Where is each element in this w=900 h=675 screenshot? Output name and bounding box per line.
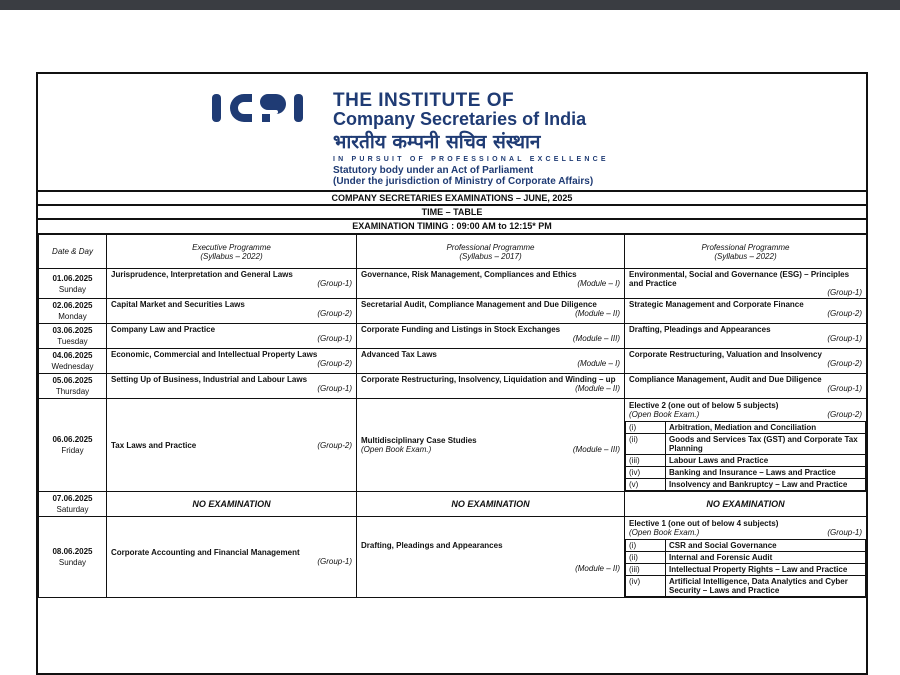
col-exec-header: Executive Programme (Syllabus – 2022) [107,235,357,269]
list-item: (ii) Internal and Forensic Audit [626,552,866,564]
list-item: (i) Arbitration, Mediation and Conciliation [626,422,866,434]
prof2022-elective1-cell [625,517,867,598]
list-item: (iii) Intellectual Property Rights – Law and Practice [626,564,866,576]
window-top-bar [0,0,900,10]
exec-cell: Capital Market and Securities Laws (Group-2) [107,299,357,324]
prof2017-cell: Corporate Restructuring, Insolvency, Liquidation and Winding – up (Module – II) [357,374,625,399]
institute-name-block [333,92,609,187]
row-date: 02.06.2025 Monday [39,299,107,324]
prof2017-cell: Drafting, Pleadings and Appearances (Module – II) [357,517,625,598]
no-exam-cell: NO EXAMINATION [107,492,357,517]
table-row [39,324,867,349]
exec-cell: Corporate Accounting and Financial Management (Group-1) [107,517,357,598]
elective2-list [625,421,866,491]
institute-title-line1: THE INSTITUTE OF [333,90,515,111]
elective1-heading: Elective 1 (one out of below 4 subjects) (Open Book Exam.) (Group-1) [629,519,862,537]
prof2022-cell: Corporate Restructuring, Valuation and Insolvency (Group-2) [625,349,867,374]
timetable [38,234,867,598]
elective2-heading: Elective 2 (one out of below 5 subjects) (Open Book Exam.) (Group-2) [629,401,862,419]
exam-timing: EXAMINATION TIMING : 09:00 AM to 12:15* PM [38,220,866,234]
list-item: (ii) Goods and Services Tax (GST) and Corporate Tax Planning [626,434,866,455]
list-item: (v) Insolvency and Bankruptcy – Law and Practice [626,479,866,491]
no-exam-cell: NO EXAMINATION [625,492,867,517]
table-row [39,269,867,299]
list-item: (iii) Labour Laws and Practice [626,455,866,467]
row-date: 03.06.2025 Tuesday [39,324,107,349]
row-date: 01.06.2025 Sunday [39,269,107,299]
exec-cell: Economic, Commercial and Intellectual Property Laws (Group-2) [107,349,357,374]
elective1-list [625,539,866,597]
prof2017-cell: Multidisciplinary Case Studies (Open Book Exam.) (Module – III) [357,399,625,492]
prof2017-cell: Corporate Funding and Listings in Stock Exchanges (Module – III) [357,324,625,349]
institute-motto: IN PURSUIT OF PROFESSIONAL EXCELLENCE [333,156,609,163]
list-item: (iv) Banking and Insurance – Laws and Practice [626,467,866,479]
col-date-header: Date & Day [39,235,107,269]
table-header-row [39,235,867,269]
table-row [39,492,867,517]
exam-title: COMPANY SECRETARIES EXAMINATIONS – JUNE, 2025 [38,192,866,206]
exec-cell: Tax Laws and Practice (Group-2) [107,399,357,492]
timetable-document [36,72,868,675]
table-row [39,399,867,492]
list-item: (i) CSR and Social Governance [626,540,866,552]
table-row [39,299,867,324]
prof2017-cell: Advanced Tax Laws (Module – I) [357,349,625,374]
prof2022-cell: Compliance Management, Audit and Due Diligence (Group-1) [625,374,867,399]
prof2022-cell: Environmental, Social and Governance (ESG) – Principles and Practice (Group-1) [625,269,867,299]
jurisdiction-line: (Under the jurisdiction of Ministry of Corporate Affairs) [333,176,594,187]
prof2017-cell: Secretarial Audit, Compliance Management and Due Diligence (Module – II) [357,299,625,324]
row-date: 08.06.2025 Sunday [39,517,107,598]
prof2022-elective2-cell [625,399,867,492]
institute-title-line2: Company Secretaries of India [333,109,587,129]
exec-cell: Setting Up of Business, Industrial and Labour Laws (Group-1) [107,374,357,399]
prof2022-cell: Strategic Management and Corporate Finance (Group-2) [625,299,867,324]
document-header [38,74,866,192]
table-row [39,374,867,399]
institute-hindi-name: भारतीय कम्पनी सचिव संस्थान [333,131,541,153]
table-row [39,349,867,374]
row-date: 07.06.2025 Saturday [39,492,107,517]
exec-cell: Jurisprudence, Interpretation and General Laws (Group-1) [107,269,357,299]
row-date: 06.06.2025 Friday [39,399,107,492]
prof2022-cell: Drafting, Pleadings and Appearances (Group-1) [625,324,867,349]
timetable-label: TIME – TABLE [38,206,866,220]
col-prof2017-header: Professional Programme (Syllabus – 2017) [357,235,625,269]
no-exam-cell: NO EXAMINATION [357,492,625,517]
col-prof2022-header: Professional Programme (Syllabus – 2022) [625,235,867,269]
statutory-line: Statutory body under an Act of Parliament [333,165,534,176]
prof2017-cell: Governance, Risk Management, Compliances and Ethics (Module – I) [357,269,625,299]
icsi-logo-icon [210,88,305,128]
exec-cell: Company Law and Practice (Group-1) [107,324,357,349]
row-date: 05.06.2025 Thursday [39,374,107,399]
row-date: 04.06.2025 Wednesday [39,349,107,374]
list-item: (iv) Artificial Intelligence, Data Analytics and Cyber Security – Laws and Practice [626,576,866,597]
table-row [39,517,867,598]
